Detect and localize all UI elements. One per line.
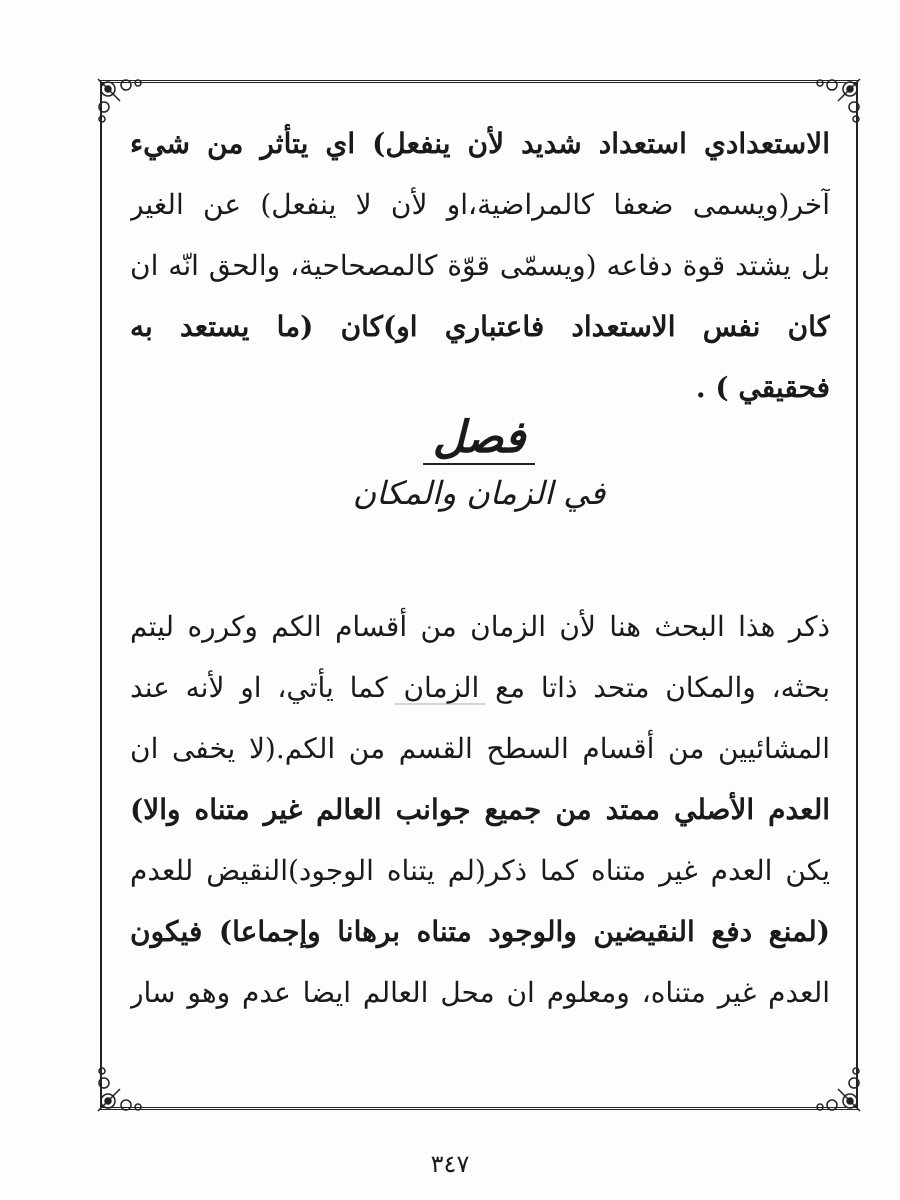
paragraph-bottom: [130, 596, 830, 1023]
text-line: آخر(ويسمى ضعفا كالمراضية،او لأن لا ينفعل) عن الغير: [130, 188, 830, 221]
section-subtitle: في الزمان والمكان: [352, 474, 606, 512]
text-line: يكن العدم غير متناه كما ذكر(لم يتناه الوجود)النقيض للعدم: [130, 854, 830, 887]
text-line: كان نفس الاستعداد فاعتباري او)كان (ما يستعد به: [130, 310, 830, 343]
text-line: فحقيقي ) .: [695, 371, 830, 404]
corner-ornament-icon: [94, 1055, 154, 1115]
page-number: ٣٤٧: [430, 1150, 470, 1178]
text-line: العدم غير متناه، ومعلوم ان محل العالم ايضا عدم وهو سار: [130, 976, 830, 1009]
text-line: المشائيين من أقسام السطح القسم من الكم.(لا يخفى ان: [130, 732, 830, 765]
section-title-text: فصل: [423, 412, 536, 465]
section-title: [100, 412, 858, 463]
corner-ornament-icon: [804, 1055, 864, 1115]
text-line: الاستعدادي استعداد شديد لأن ينفعل) اي يتأثر من شيء: [130, 127, 830, 160]
text-line: بحثه، والمكان متحد ذاتا مع الزمان كما يأتي، او لأنه عند: [130, 671, 830, 704]
text-line: ذكر هذا البحث هنا لأن الزمان من أقسام الكم وكرره ليتم: [130, 610, 830, 643]
text-line: (لمنع دفع النقيضين والوجود متناه برهانا وإجماعا) فيكون: [130, 915, 830, 948]
paragraph-top: [130, 113, 830, 418]
text-line: بل يشتد قوة دفاعه (ويسمّى قوّة كالمصحاحية، والحق انّه ان: [130, 249, 830, 282]
text-line: العدم الأصلي ممتد من جميع جوانب العالم غير متناه والا): [130, 793, 830, 826]
